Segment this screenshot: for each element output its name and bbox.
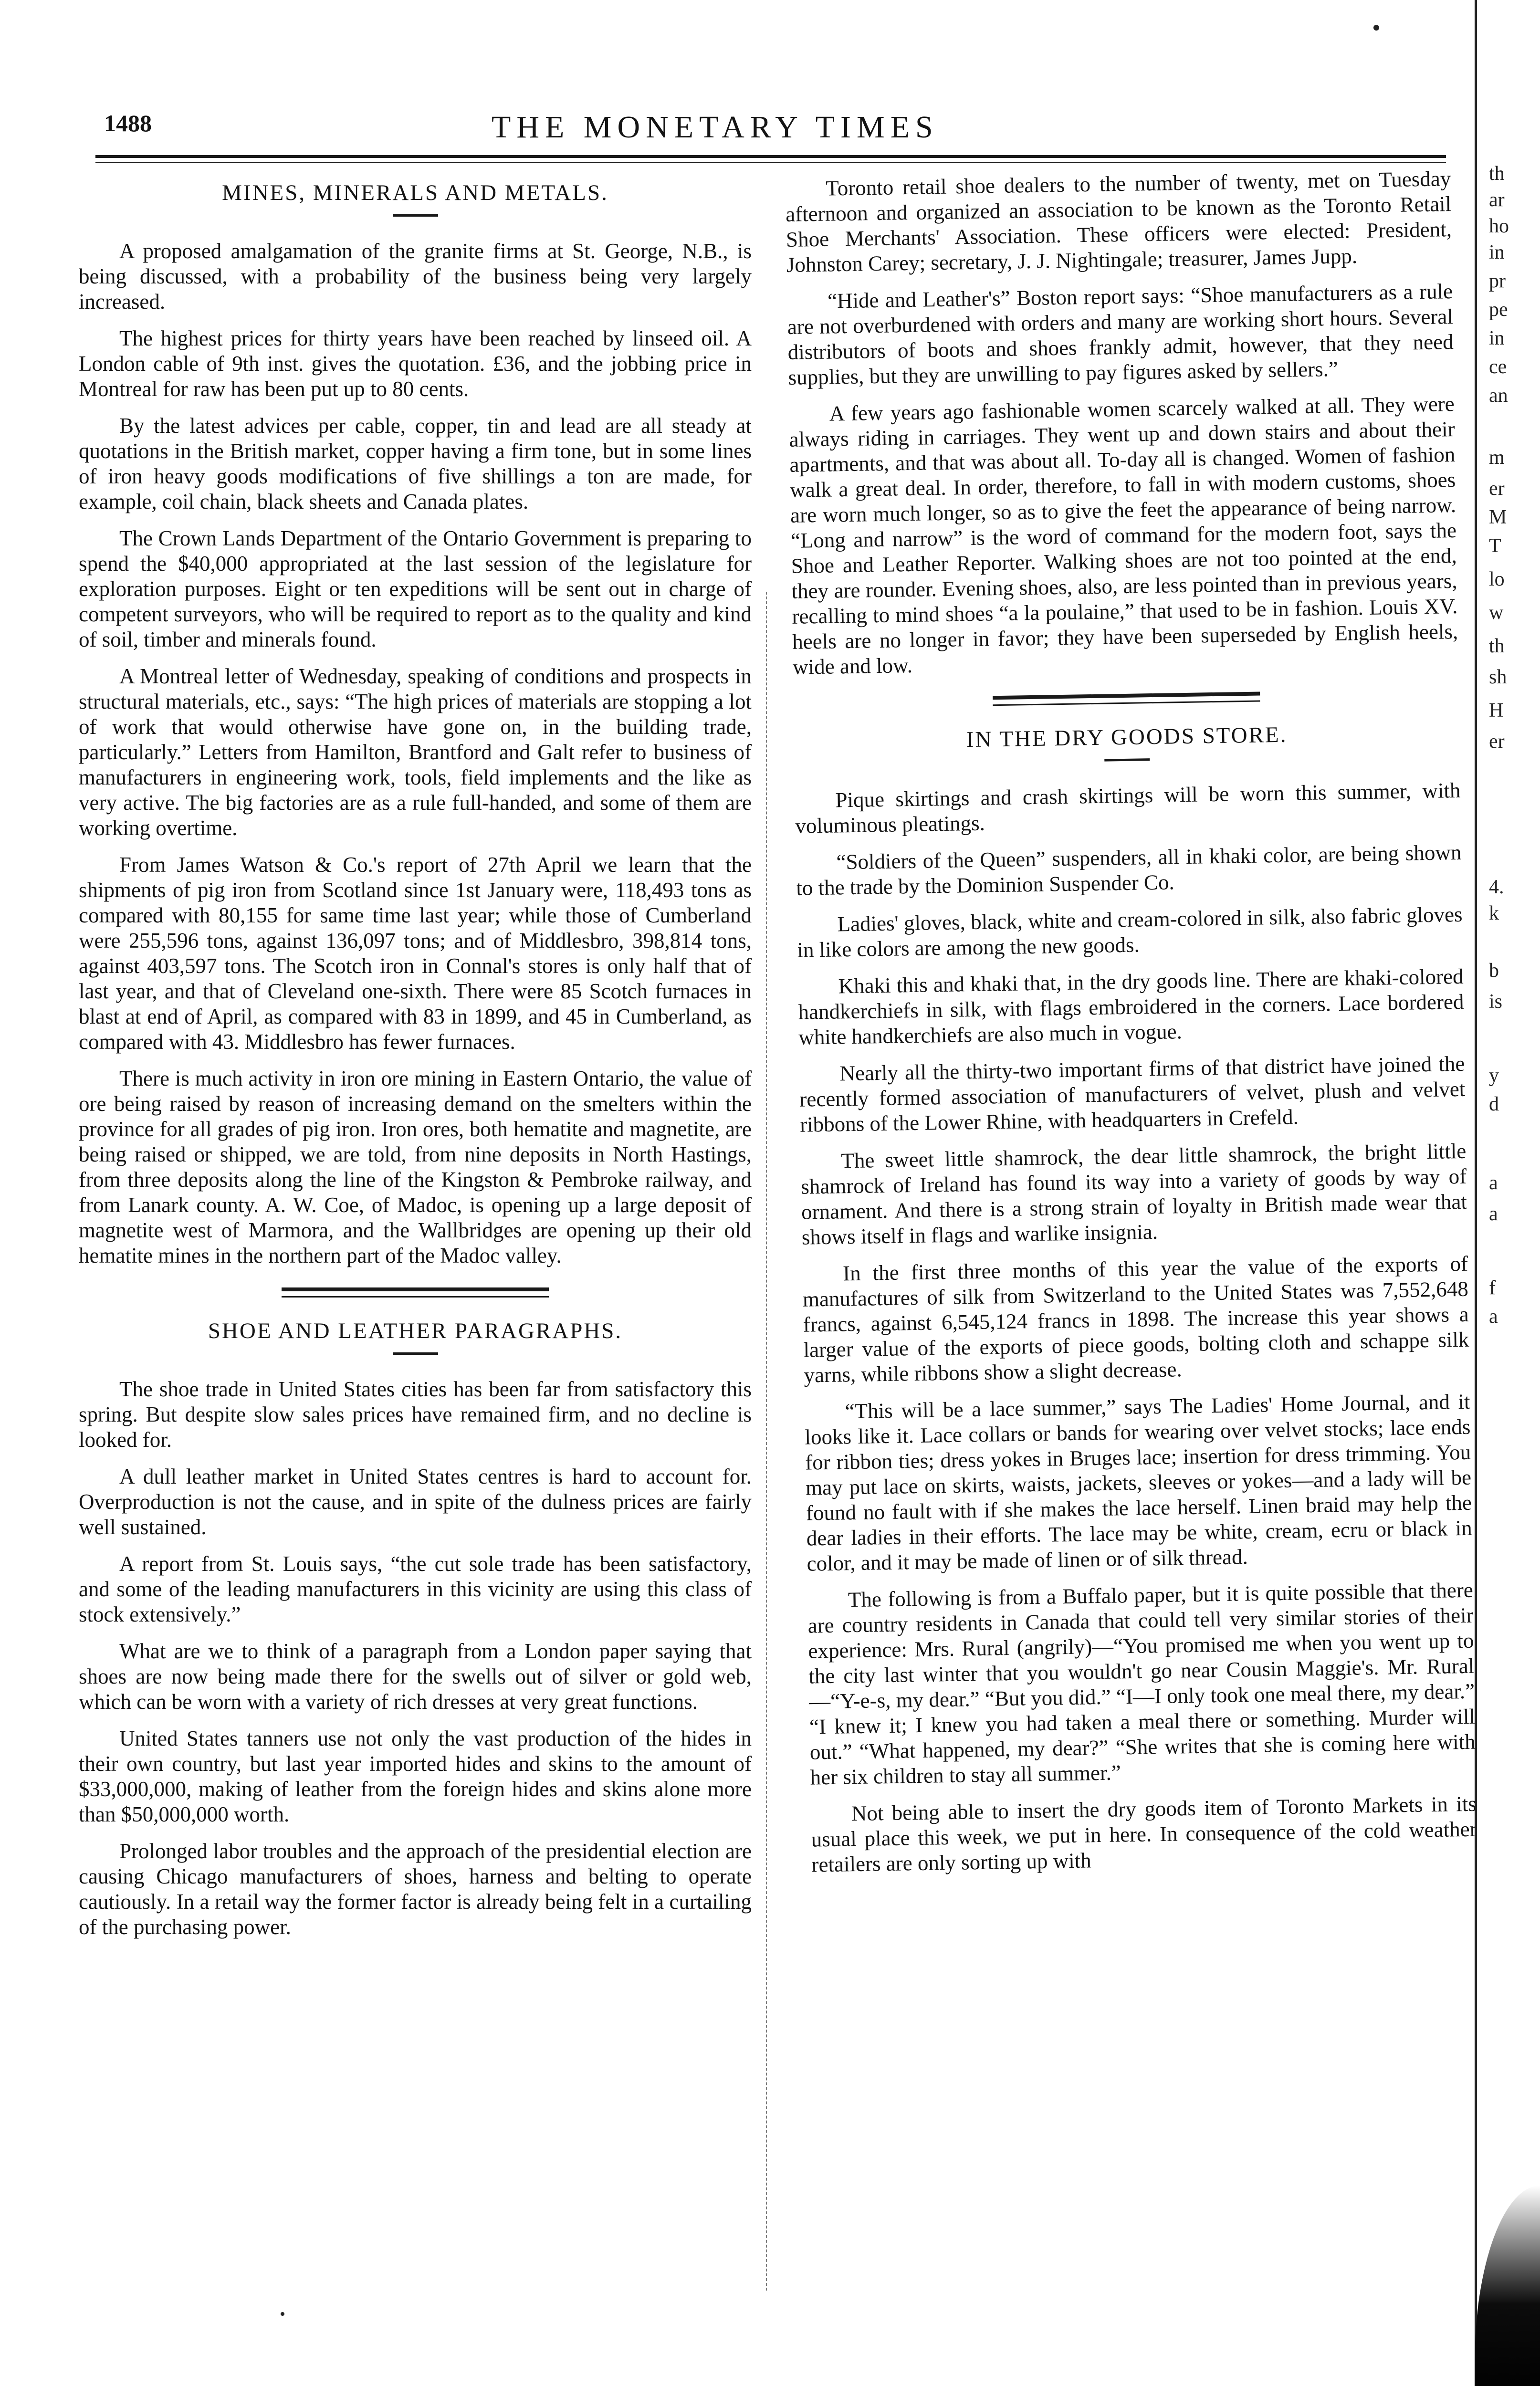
paragraph: Nearly all the thirty-two important firms of that district have joined the recently formed association of manufacturers of velvet, plush and velvet ribbons of the Lower Rhine, with headquarters in Crefeld. [799, 1051, 1466, 1137]
edge-fragment: w [1489, 602, 1504, 624]
edge-fragment: y [1489, 1065, 1499, 1087]
title-rule [393, 214, 438, 217]
edge-fragment: an [1489, 385, 1508, 407]
paragraph: Ladies' gloves, black, white and cream-colored in silk, also fabric gloves in like colors are among the new goods. [797, 902, 1463, 962]
edge-fragment: b [1489, 960, 1499, 982]
right-column [785, 166, 1477, 1889]
paragraph: There is much activity in iron ore mining in Eastern Ontario, the value of ore being raised by reason of increasing demand on the smelters within the province for all grades of pig iron. Iron ores, both hematite and magnetite, are being raised or shipped, we are told, from nine deposits in North Hastings, from three deposits along the line of the Kingston & Pembroke railway, and from Lanark county. A. W. Coe, of Madoc, is opening up a large deposit of magnetite west of Marmora, and the Wallbridges are opening up their old hematite mines in the northern part of the Madoc valley. [79, 1067, 752, 1267]
section-title-dry-goods: IN THE DRY GOODS STORE. [966, 722, 1288, 753]
edge-fragment: er [1489, 478, 1505, 500]
print-speck [1373, 25, 1379, 31]
edge-fragment: in [1489, 327, 1505, 349]
edge-fragment: er [1489, 731, 1505, 753]
left-column [79, 177, 752, 1951]
page-number: 1488 [104, 110, 152, 136]
edge-fragment: f [1489, 1277, 1496, 1299]
paragraph: “Hide and Leather's” Boston report says: “Shoe manufacturers as a rule are not overburdened with orders and many are working short hours. Several distributors of boots and shoes frankly admit, however, that they need supplies, but they are unwilling to pay figures asked by sellers.” [787, 279, 1454, 389]
paragraph: What are we to think of a paragraph from a London paper saying that shoes are now being made there for the swells out of silver or gold web, which can be worn with a variety of rich dresses at very great functions. [79, 1639, 752, 1714]
section-divider [993, 692, 1260, 706]
title-rule [393, 1352, 438, 1355]
paragraph: “Soldiers of the Queen” suspenders, all in khaki color, are being shown to the trade by the Dominion Suspender Co. [796, 840, 1462, 900]
edge-fragment: lo [1489, 568, 1505, 590]
print-speck [281, 2312, 284, 2316]
edge-fragment: ho [1489, 215, 1509, 237]
paragraph: The shoe trade in United States cities has been far from satisfactory this spring. But despite slow sales prices have remained firm, and no decline is looked for. [79, 1377, 752, 1452]
page-header [95, 103, 1446, 155]
edge-fragment: sh [1489, 666, 1507, 688]
paragraph: A Montreal letter of Wednesday, speaking of conditions and prospects in structural materials, etc., says: “The high prices of materials are stopping a lot of work that would otherwise have gone on, in the building trade, particularly.” Letters from Hamilton, Brantford and Galt refer to business of manufacturers in engineering work, tools, field implements and the like as very active. The big factories are as a rule full-handed, and some of them are working overtime. [79, 664, 752, 840]
edge-fragment: pe [1489, 299, 1508, 321]
edge-fragment: H [1489, 700, 1504, 722]
edge-fragment: T [1489, 535, 1501, 557]
edge-fragment: d [1489, 1093, 1499, 1115]
edge-fragment: ar [1489, 189, 1505, 211]
paragraph: Prolonged labor troubles and the approach of the presidential election are causing Chicago manufacturers of shoes, harness and belting to operate cautiously. In a retail way the former factor is already being felt in a curtailing of the purchasing power. [79, 1839, 752, 1939]
section-divider [282, 1287, 549, 1298]
paragraph: The following is from a Buffalo paper, but it is quite possible that there are country residents in Canada that could tell very similar stories of their experience: Mrs. Rural (angrily)—“You promised me when you went up to the city last winter that you wouldn't go near Cousin Maggie's. Mr. Rural—“Y-e-s, my dear.” “But you did.” “I—I only took one meal there, my dear.” “I knew it; I knew you had taken a meal there or something. Murder will out.” “What happened, my dear?” “She writes that she is coming here with her six children to stay all summer.” [807, 1578, 1476, 1790]
paragraph: A few years ago fashionable women scarcely walked at all. They were always riding in carriages. They went up and down stairs and about their apartments, and that was about all. To-day all is changed. Women of fashion walk a great deal. In order, therefore, to fall in with modern customs, shoes are worn much longer, so as to give the feet the appearance of being narrow. “Long and narrow” is the word of command for the modern foot, says the Shoe and Leather Reporter. Walking shoes are not too pointed at the end, they are rounder. Evening shoes, also, are less pointed than in previous years, recalling to mind shoes “a la poulaine,” that used to be in fashion. Louis XV. heels are no longer in favor; they have been superseded by English heels, wide and low. [789, 392, 1458, 679]
edge-fragment: a [1489, 1306, 1498, 1328]
paragraph: The sweet little shamrock, the dear little shamrock, the bright little shamrock of Ireland has found its way into a variety of goods by way of ornament. And there is a strong strain of loyalty in British made wear that shows itself in flags and warlike insignia. [800, 1139, 1467, 1249]
adjacent-page-edge [1475, 0, 1540, 2386]
paragraph: Not being able to insert the dry goods item of Toronto Markets in its usual place this week, we put in here. In consequence of the cold weather retailers are only sorting up with [811, 1791, 1477, 1877]
paragraph: The Crown Lands Department of the Ontario Government is preparing to spend the $40,000 appropriated at the last session of the legislature for exploration purposes. Eight or ten expeditions will be sent out in charge of competent surveyors, who will be required to report as to the quality and kind of soil, timber and minerals found. [79, 526, 752, 651]
edge-fragment: th [1489, 163, 1505, 185]
edge-fragment: 4. [1489, 876, 1504, 898]
paragraph: By the latest advices per cable, copper, tin and lead are all steady at quotations in the British market, copper having a firm tone, but in some lines of iron heavy goods modifications of five shillings a ton are made, for example, coil chain, black sheets and Canada plates. [79, 414, 752, 513]
paragraph: A dull leather market in United States centres is hard to account for. Overproduction is not the cause, and in spite of the dulness prices are fairly well sustained. [79, 1465, 752, 1539]
edge-fragment: is [1489, 991, 1503, 1013]
paragraph: In the first three months of this year the value of the exports of manufactures of silk from Switzerland to the United States was 7,552,648 francs, against 6,545,124 francs in 1898. The increase this year shows a larger value of the exports of piece goods, bolting cloth and schappe silk yarns, while ribbons show a slight decrease. [802, 1251, 1469, 1387]
title-rule [1104, 758, 1150, 761]
paragraph: Toronto retail shoe dealers to the number of twenty, met on Tuesday afternoon and organized an association to be known as the Toronto Retail Shoe Merchants' Association. These officers were elected: President, Johnston Carey; secretary, J. J. Nightingale; treasurer, James Jupp. [785, 167, 1452, 277]
edge-fragment: a [1489, 1203, 1498, 1225]
edge-fragment: pr [1489, 270, 1506, 292]
edge-fragment: k [1489, 902, 1499, 924]
publication-title: THE MONETARY TIMES [492, 110, 939, 145]
paragraph: The highest prices for thirty years have been reached by linseed oil. A London cable of 9th inst. gives the quotation. £36, and the jobbing price in Montreal for raw has been put up to 80 cents. [79, 326, 752, 401]
paragraph: From James Watson & Co.'s report of 27th April we learn that the shipments of pig iron from Scotland since 1st January were, 118,493 tons as compared with 80,155 for same time last year; while those of Cumberland were 255,596 tons, against 136,097 tons; and of Middlesbro, 398,814 tons, against 403,597 tons. The Scotch iron in Connal's stores is only half that of last year, and that of Cleveland one-sixth. There were 85 Scotch furnaces in blast at end of April, as compared with 83 in 1899, and 45 in Cumberland, as compared with 43. Middlesbro has fewer furnaces. [79, 853, 752, 1054]
paragraph: Khaki this and khaki that, in the dry goods line. There are khaki-colored handkerchiefs in silk, with flags embroidered in the corners. Lace bordered white handkerchiefs are also much in vogue. [798, 964, 1464, 1049]
edge-fragment: ce [1489, 356, 1507, 378]
section-title-mines: MINES, MINERALS AND METALS. [222, 180, 608, 205]
edge-fragment: in [1489, 241, 1505, 263]
edge-fragment: m [1489, 447, 1505, 469]
edge-fragment: a [1489, 1172, 1498, 1194]
paragraph: A report from St. Louis says, “the cut sole trade has been satisfactory, and some of the leading manufacturers in this vicinity are using this class of stock extensively.” [79, 1552, 752, 1626]
paragraph: Pique skirtings and crash skirtings will be worn this summer, with voluminous pleatings. [795, 778, 1461, 838]
paragraph: A proposed amalgamation of the granite firms at St. George, N.B., is being discussed, with a probability of the business being very largely increased. [79, 239, 752, 314]
column-divider [766, 592, 767, 2291]
edge-fragment: th [1489, 635, 1505, 657]
header-double-rule [95, 155, 1446, 163]
edge-fragment: M [1489, 506, 1507, 528]
paragraph: United States tanners use not only the vast production of the hides in their own country, but last year imported hides and skins to the amount of $33,000,000, making of leather from the foreign hides and skins alone more than $50,000,000 worth. [79, 1727, 752, 1826]
section-title-shoe-leather: SHOE AND LEATHER PARAGRAPHS. [208, 1319, 623, 1343]
paragraph: “This will be a lace summer,” says The Ladies' Home Journal, and it looks like it. Lace collars or bands for wearing over velvet stocks; lace ends for ribbon ties; dress yokes in Bruges lace; insertion for dress trimming. You may put lace on skirts, waists, jackets, sleeves or yokes—and a lady will be found no fault with if she makes the lace herself. Linen braid may help the dear ladies in their efforts. The lace may be white, cream, ecru or black in color, and it may be made of linen or of silk thread. [805, 1389, 1473, 1576]
